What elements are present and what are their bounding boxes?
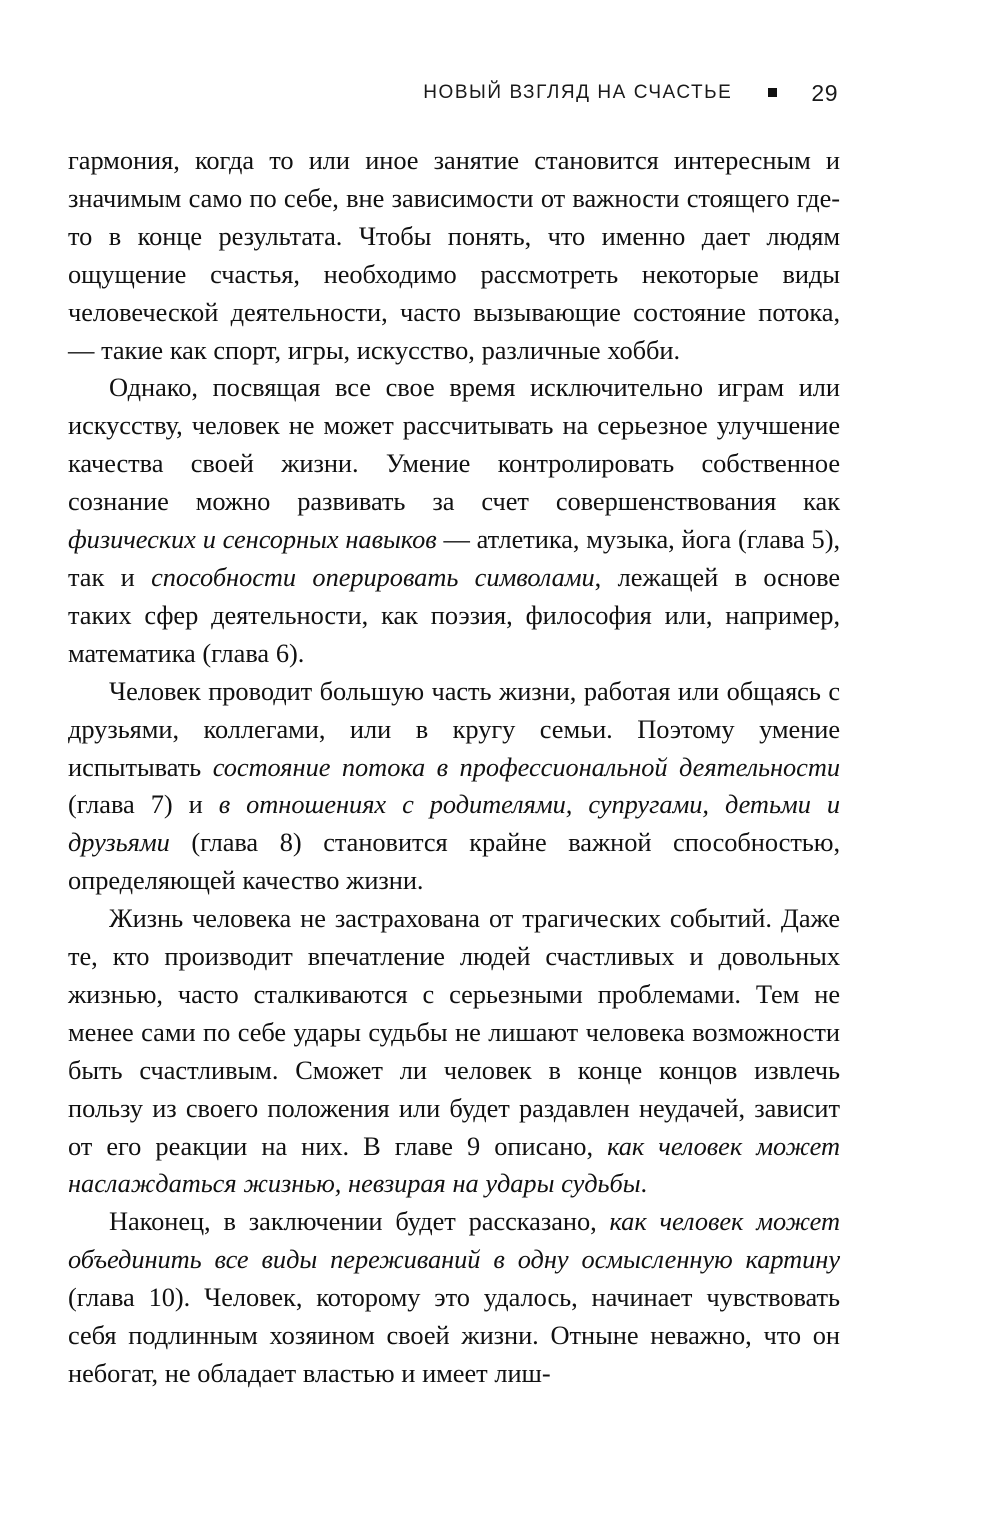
running-head	[68, 78, 838, 108]
p3-run-1-italic: состояние потока в профессиональной деятельности	[212, 751, 840, 782]
p5-run-2-roman: (глава 10). Человек, которому это удалось, начинает чувствовать себя подлинным хозяином своей жизни. Отныне неважно, что он небогат, не обладает властью и имеет лиш-	[68, 1282, 840, 1388]
paragraph-2	[68, 369, 840, 672]
p2-run-4-roman: , лежащей в основе таких сфер деятельности, как поэзия, философия или, например, математика (глава 6).	[68, 561, 840, 668]
page-number: 29	[811, 79, 838, 106]
body-text-block	[68, 142, 840, 1393]
p5-run-1-italic: как человек может объединить все виды переживаний в одну осмысленную картину	[68, 1206, 840, 1275]
p3-run-0-roman: Человек проводит большую часть жизни, работая или общаясь с друзьями, коллегами, или в кругу семьи. Поэтому умение испытывать	[68, 675, 840, 782]
p1-run-0-roman: гармония, когда то или иное занятие становится интересным и значимым само по себе, вне зависимости от важности стоящего где-то в конце результата. Чтобы понять, что именно дает людям ощущение счастья, необходимо рассмотреть некоторые виды человеческой деятельности, часто вызывающие состояние потока, — такие как спорт, игры, искусство, различные хобби.	[68, 145, 840, 365]
p2-run-2-roman: — атлетика, музыка, йога (глава 5), так и	[68, 524, 840, 592]
p4-run-2-roman: .	[640, 1168, 648, 1199]
square-bullet-icon	[768, 88, 777, 97]
p2-run-1-italic: физических и сенсорных навыков	[68, 524, 437, 555]
p2-run-3-italic: способности оперировать символами	[151, 561, 595, 592]
p3-run-4-roman: (глава 8) становится крайне важной способностью, определяющей качество жизни.	[68, 827, 840, 896]
paragraph-1	[68, 142, 840, 369]
running-head-chapter-title: НОВЫЙ ВЗГЛЯД НА СЧАСТЬЕ	[423, 82, 733, 103]
p4-run-0-roman: Жизнь человека не застрахована от трагических событий. Даже те, кто производит впечатление людей счастливых и довольных жизнью, часто сталкиваются с серьезными проблемами. Тем не менее сами по себе удары судьбы не лишают человека возможности быть счастливым. Сможет ли человек в конце концов извлечь пользу из своего положения или будет раздавлен неудачей, зависит от его реакции на них. В главе 9 описано,	[68, 903, 840, 1161]
paragraph-4	[68, 900, 840, 1203]
paragraph-5	[68, 1203, 840, 1393]
p3-run-3-italic: в отношениях с родителями, супругами, детьми и друзьями	[68, 789, 840, 858]
p2-run-0-roman: Однако, посвящая все свое время исключительно играм или искусству, человек не может рассчитывать на серьезное улучшение качества своей жизни. Умение контролировать собственное сознание можно развивать за счет совершенствования как	[68, 372, 840, 517]
p4-run-1-italic: как человек может наслаждаться жизнью, невзирая на удары судьбы	[68, 1130, 840, 1199]
p3-run-2-roman: (глава 7) и	[68, 789, 219, 820]
paragraph-3	[68, 673, 840, 900]
p5-run-0-roman: Наконец, в заключении будет рассказано,	[109, 1206, 610, 1237]
